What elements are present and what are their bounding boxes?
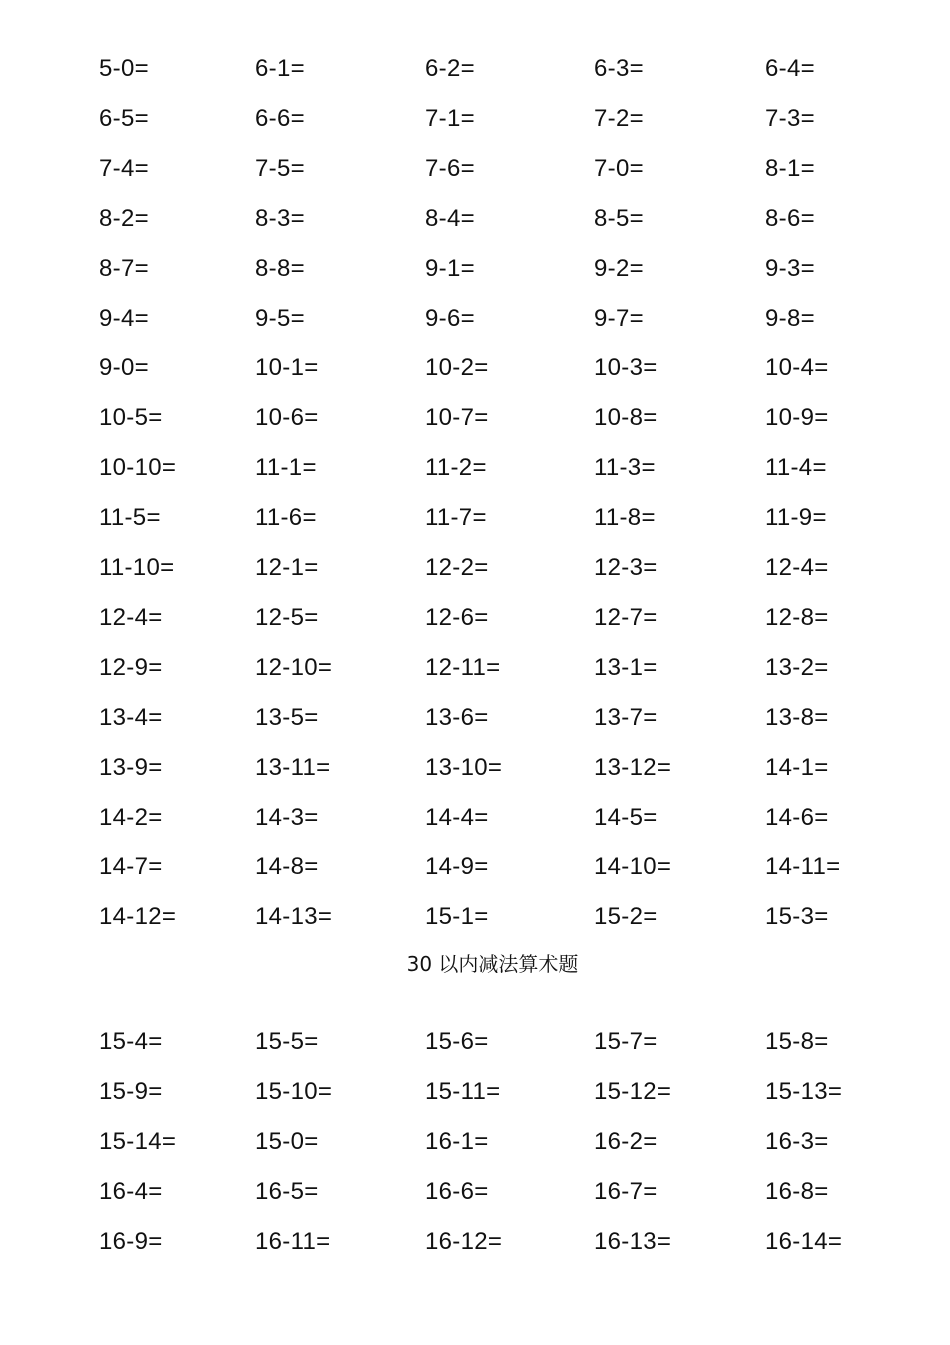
problem-item: 10-2= xyxy=(425,354,489,382)
problem-item: 16-11= xyxy=(255,1227,331,1255)
problem-item: 15-14= xyxy=(99,1127,177,1155)
problem-item: 5-0= xyxy=(99,55,149,82)
problem-item: 7-4= xyxy=(99,154,149,182)
problem-item: 15-7= xyxy=(594,1028,658,1055)
problem-item: 14-9= xyxy=(425,853,489,881)
problem-item: 7-5= xyxy=(255,154,305,182)
problem-item: 12-4= xyxy=(765,554,829,581)
problem-row xyxy=(0,49,950,89)
problem-item: 8-8= xyxy=(255,254,305,282)
problem-item: 15-8= xyxy=(765,1028,829,1055)
problem-row xyxy=(0,498,950,538)
problem-item: 8-5= xyxy=(594,204,644,232)
problem-item: 15-13= xyxy=(765,1077,843,1105)
problem-item: 14-7= xyxy=(99,853,163,881)
problem-item: 15-3= xyxy=(765,903,829,931)
problem-item: 6-6= xyxy=(255,104,305,132)
problem-item: 9-8= xyxy=(765,304,815,332)
problem-item: 9-2= xyxy=(594,254,644,282)
problem-item: 14-8= xyxy=(255,853,319,881)
problem-item: 12-4= xyxy=(99,603,163,631)
problem-item: 7-0= xyxy=(594,154,644,182)
problem-item: 7-2= xyxy=(594,104,644,132)
problem-item: 11-4= xyxy=(765,454,827,482)
problem-item: 14-12= xyxy=(99,903,177,931)
problem-item: 13-9= xyxy=(99,753,163,781)
problem-item: 12-1= xyxy=(255,554,319,581)
problem-item: 11-9= xyxy=(765,504,827,532)
problem-item: 13-4= xyxy=(99,703,163,731)
problem-item: 15-10= xyxy=(255,1077,333,1105)
problem-row xyxy=(0,598,950,638)
problem-row xyxy=(0,748,950,788)
problem-row xyxy=(0,1022,950,1062)
problem-item: 9-7= xyxy=(594,304,644,332)
problem-item: 16-4= xyxy=(99,1177,163,1205)
problem-item: 12-8= xyxy=(765,603,829,631)
problem-item: 16-1= xyxy=(425,1127,489,1155)
problem-item: 13-5= xyxy=(255,703,319,731)
problem-row xyxy=(0,99,950,139)
problem-item: 10-1= xyxy=(255,354,319,382)
problem-item: 15-2= xyxy=(594,903,658,931)
problem-item: 16-12= xyxy=(425,1227,503,1255)
problem-item: 13-10= xyxy=(425,753,503,781)
problem-item: 9-6= xyxy=(425,304,475,332)
problem-row xyxy=(0,348,950,388)
problem-item: 10-7= xyxy=(425,404,489,432)
problem-item: 16-2= xyxy=(594,1127,658,1155)
problem-row xyxy=(0,299,950,339)
problem-row xyxy=(0,398,950,438)
problem-row xyxy=(0,698,950,738)
problem-item: 13-2= xyxy=(765,653,829,681)
problem-item: 8-2= xyxy=(99,204,149,232)
problem-item: 6-5= xyxy=(99,104,149,132)
problem-item: 12-3= xyxy=(594,554,658,581)
problem-item: 16-3= xyxy=(765,1127,829,1155)
problem-item: 16-14= xyxy=(765,1227,843,1255)
problem-item: 13-11= xyxy=(255,753,331,781)
problem-item: 11-10= xyxy=(99,554,175,581)
problem-item: 8-1= xyxy=(765,154,815,182)
problem-item: 11-6= xyxy=(255,504,317,532)
problem-item: 12-11= xyxy=(425,653,501,681)
problem-row xyxy=(0,648,950,688)
problem-item: 10-6= xyxy=(255,404,319,432)
problem-item: 15-9= xyxy=(99,1077,163,1105)
problem-item: 15-5= xyxy=(255,1028,319,1055)
problem-item: 11-8= xyxy=(594,504,656,532)
problem-item: 16-6= xyxy=(425,1177,489,1205)
problem-row xyxy=(0,548,950,588)
problem-item: 8-3= xyxy=(255,204,305,232)
problem-item: 6-3= xyxy=(594,55,644,82)
problem-item: 12-2= xyxy=(425,554,489,581)
problem-item: 11-7= xyxy=(425,504,487,532)
problem-item: 13-12= xyxy=(594,753,672,781)
problem-item: 15-1= xyxy=(425,903,489,931)
problem-item: 12-5= xyxy=(255,603,319,631)
problem-item: 14-10= xyxy=(594,853,672,881)
problem-row xyxy=(0,897,950,937)
problem-item: 9-4= xyxy=(99,304,149,332)
problem-item: 7-1= xyxy=(425,104,475,132)
problem-item: 10-4= xyxy=(765,354,829,382)
problem-item: 15-6= xyxy=(425,1028,489,1055)
problem-item: 14-3= xyxy=(255,803,319,831)
problem-row xyxy=(0,847,950,887)
problem-row xyxy=(0,199,950,239)
problem-item: 7-3= xyxy=(765,104,815,132)
problem-item: 8-7= xyxy=(99,254,149,282)
problem-item: 9-3= xyxy=(765,254,815,282)
problem-item: 7-6= xyxy=(425,154,475,182)
problem-item: 9-1= xyxy=(425,254,475,282)
problem-row xyxy=(0,1222,950,1262)
problem-item: 11-2= xyxy=(425,454,487,482)
problem-item: 16-8= xyxy=(765,1177,829,1205)
problem-item: 12-6= xyxy=(425,603,489,631)
problem-item: 15-12= xyxy=(594,1077,672,1105)
worksheet-title: 30 以内减法算术题 xyxy=(406,952,579,976)
problem-item: 13-1= xyxy=(594,653,658,681)
problem-item: 6-1= xyxy=(255,55,305,82)
problem-row xyxy=(0,149,950,189)
problem-item: 9-5= xyxy=(255,304,305,332)
problem-row xyxy=(0,1072,950,1112)
problem-row xyxy=(0,448,950,488)
problem-item: 14-4= xyxy=(425,803,489,831)
problem-item: 14-6= xyxy=(765,803,829,831)
problem-item: 15-4= xyxy=(99,1028,163,1055)
problem-item: 16-5= xyxy=(255,1177,319,1205)
problem-item: 12-9= xyxy=(99,653,163,681)
problem-item: 14-5= xyxy=(594,803,658,831)
problem-row xyxy=(0,249,950,289)
problem-item: 6-4= xyxy=(765,55,815,82)
problem-item: 9-0= xyxy=(99,354,149,382)
problem-item: 10-8= xyxy=(594,404,658,432)
problem-item: 16-7= xyxy=(594,1177,658,1205)
problem-item: 15-11= xyxy=(425,1077,501,1105)
problem-item: 8-4= xyxy=(425,204,475,232)
problem-row xyxy=(0,798,950,838)
problem-item: 13-7= xyxy=(594,703,658,731)
problem-item: 14-2= xyxy=(99,803,163,831)
problem-item: 13-8= xyxy=(765,703,829,731)
problem-item: 6-2= xyxy=(425,55,475,82)
problem-item: 11-3= xyxy=(594,454,656,482)
problem-item: 14-11= xyxy=(765,853,841,881)
problem-item: 14-13= xyxy=(255,903,333,931)
problem-item: 15-0= xyxy=(255,1127,319,1155)
problem-row xyxy=(0,1122,950,1162)
problem-item: 10-5= xyxy=(99,404,163,432)
problem-row xyxy=(0,1172,950,1212)
problem-item: 13-6= xyxy=(425,703,489,731)
problem-item: 10-10= xyxy=(99,454,177,482)
problem-item: 16-9= xyxy=(99,1227,163,1255)
problem-item: 11-1= xyxy=(255,454,317,482)
problem-item: 16-13= xyxy=(594,1227,672,1255)
problem-item: 10-9= xyxy=(765,404,829,432)
problem-item: 11-5= xyxy=(99,504,161,532)
problem-item: 8-6= xyxy=(765,204,815,232)
problem-item: 14-1= xyxy=(765,753,829,781)
problem-item: 12-10= xyxy=(255,653,333,681)
problem-item: 12-7= xyxy=(594,603,658,631)
problem-item: 10-3= xyxy=(594,354,658,382)
